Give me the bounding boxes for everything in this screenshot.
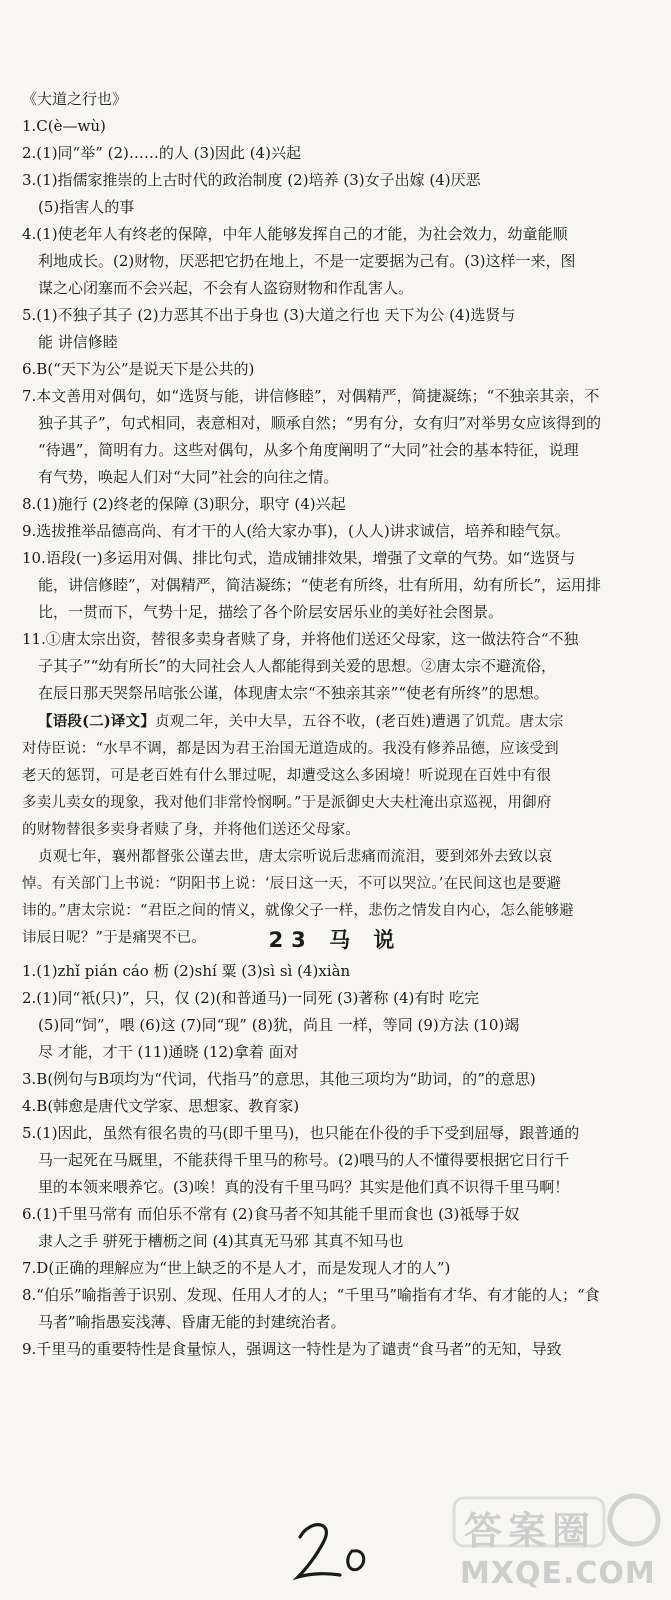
answer-line: 2.(1)同“举” (2)……的人 (3)因此 (4)兴起: [22, 144, 301, 162]
answer-line: 隶人之手 骈死于槽枥之间 (4)其真无马邪 其真不知马也: [38, 1232, 404, 1250]
answer-line: 谋之心闭塞而不会兴起，不会有人盗窃财物和作乱害人。: [38, 279, 414, 297]
answer-line: 4.B(韩愈是唐代文学家、思想家、教育家): [22, 1097, 300, 1115]
answer-line: 能 讲信修睦: [38, 333, 118, 351]
answer-line: 能，讲信修睦”，对偶精严，简洁凝练；“使老有所终，壮有所用，幼有所长”，运用排: [38, 576, 602, 594]
translation-label: 【语段(二)译文】: [38, 713, 156, 730]
answer-line: 5.(1)不独子其子 (2)力恶其不出于身也 (3)大道之行也 天下为公 (4)选贤与: [22, 306, 516, 324]
answer-line: (5)同“饲”，喂 (6)这 (7)同“现” (8)犹，尚且 一样，等同 (9)方法 (10)竭: [38, 1016, 520, 1034]
answer-line: 尽 才能，才干 (11)通晓 (12)拿着 面对: [38, 1043, 299, 1061]
translation-line: 的财物替很多卖身者赎了身，并将他们送还父母家。: [22, 822, 361, 838]
answer-line: 1.(1)zhǐ pián cáo 枥 (2)shí 粟 (3)sì sì (4)xiàn: [22, 962, 351, 980]
translation-line: 讳的。”唐太宗说：“君臣之间的情义，就像父子一样，悲伤之情发自内心，怎么能够避: [22, 903, 574, 919]
answer-line: 里的本领来喂养它。(3)唉！真的没有千里马吗？其实是他们真不识得千里马啊！: [38, 1178, 570, 1196]
translation-line: 多卖儿卖女的现象，我对他们非常怜悯啊。”于是派御史大夫杜淹出京巡视，用御府: [22, 795, 552, 811]
answer-line: 3.(1)指儒家推崇的上古时代的政治制度 (2)培养 (3)女子出嫁 (4)厌恶: [22, 171, 481, 189]
answer-line: 5.(1)因此，虽然有很名贵的马(即千里马)，也只能在仆役的手下受到屈辱，跟普通的: [22, 1124, 580, 1142]
answer-line: 比，一贯而下，气势十足，描绘了各个阶层安居乐业的美好社会图景。: [38, 603, 504, 621]
section-title: 23 马 说: [268, 928, 403, 952]
answer-line: 8.(1)施行 (2)终老的保障 (3)职分，职守 (4)兴起: [22, 495, 346, 513]
translation-line: 贞观二年，关中大旱，五谷不收，(老百姓)遭遇了饥荒。唐太宗: [155, 714, 564, 730]
section-ma-shuo: [22, 958, 654, 1363]
answer-line: 马一起死在马厩里，不能获得千里马的称号。(2)喂马的人不懂得要根据它日行千: [38, 1151, 570, 1169]
answer-line: 子其子”“幼有所长”的大同社会人人都能得到关爱的思想。②唐太宗不避流俗，: [38, 657, 557, 675]
answer-line: 利地成长。(2)财物，厌恶把它扔在地上，不是一定要据为己有。(3)这样一来，图: [38, 252, 576, 270]
answer-line: 马者”喻指愚妄浅薄、昏庸无能的封建统治者。: [38, 1313, 346, 1331]
section-heading: 《大道之行也》: [22, 90, 128, 108]
translation-line: 贞观七年，襄州都督张公谨去世，唐太宗听说后悲痛而流泪，要到郊外去致以哀: [38, 849, 553, 865]
answer-line: 11.①唐太宗出资，替很多卖身者赎了身，并将他们送还父母家，这一做法符合“不独: [22, 630, 579, 648]
section-da-dao: [22, 86, 654, 707]
answer-line: 4.(1)使老年人有终老的保障，中年人能够发挥自己的才能，为社会效力，幼童能顺: [22, 225, 568, 243]
answer-line: 10.语段(一)多运用对偶、排比句式，造成铺排效果，增强了文章的气势。如“选贤与: [22, 549, 576, 567]
watermark-logo: [448, 1490, 664, 1594]
answer-line: (5)指害人的事: [38, 198, 135, 216]
answer-line: 6.B(“天下为公”是说天下是公共的): [22, 360, 255, 378]
translation-block: [22, 708, 654, 952]
translation-line: 老天的惩罚，可是老百姓有什么罪过呢，却遭受这么多困境！听说现在百姓中有很: [22, 768, 552, 784]
answer-line: 独子其子”，句式相同，表意相对，顺承自然；“男有分，女有归”对举男女应该得到的: [38, 414, 602, 432]
answer-line: 7.本文善用对偶句，如“选贤与能，讲信修睦”，对偶精严，简捷凝练；“不独亲其亲，不: [22, 387, 600, 405]
answer-line: “待遇”，简明有力。这些对偶句，从多个角度阐明了“大同”社会的基本特征，说理: [38, 441, 579, 459]
answer-line: 9.选拔推举品德高尚、有才干的人(给大家办事)，(人人)讲求诚信，培养和睦气氛。: [22, 522, 570, 540]
answer-line: 8.“伯乐”喻指善于识别、发现、任用人才的人；“千里马”喻指有才华、有才能的人；“食: [22, 1286, 600, 1304]
watermark-text-top: 答案圈: [464, 1509, 597, 1553]
translation-line: 对侍臣说：“水旱不调，都是因为君王治国无道造成的。我没有修养品德，应该受到: [22, 741, 559, 757]
watermark-text-bottom: MXQE.COM: [460, 1556, 656, 1591]
answer-line: 9.千里马的重要特性是食量惊人，强调这一特性是为了谴责“食马者”的无知，导致: [22, 1340, 562, 1358]
answer-line: 6.(1)千里马常有 而伯乐不常有 (2)食马者不知其能千里而食也 (3)祗辱于奴: [22, 1205, 520, 1223]
answer-line: 在辰日那天哭祭吊唁张公谨，体现唐太宗“不独亲其亲”“使老有所终”的思想。: [38, 684, 549, 702]
answer-line: 2.(1)同“衹(只)”，只，仅 (2)(和普通马)一同死 (3)著称 (4)有时 吃完: [22, 989, 480, 1007]
answer-line: 7.D(正确的理解应为“世上缺乏的不是人才，而是发现人才的人”): [22, 1259, 451, 1277]
translation-line: 讳辰日呢？”于是痛哭不已。: [22, 930, 207, 946]
answer-line: 有气势，唤起人们对“大同”社会的向往之情。: [38, 468, 339, 486]
answer-line: 1.C(è—wù): [22, 117, 106, 135]
translation-line: 悼。有关部门上书说：“阴阳书上说：‘辰日这一天，不可以哭泣。’在民间这也是要避: [22, 876, 562, 892]
answer-line: 3.B(例句与B项均为“代词，代指马”的意思，其他三项均为“助词，的”的意思): [22, 1070, 536, 1088]
handwritten-page-number: [290, 1515, 380, 1585]
